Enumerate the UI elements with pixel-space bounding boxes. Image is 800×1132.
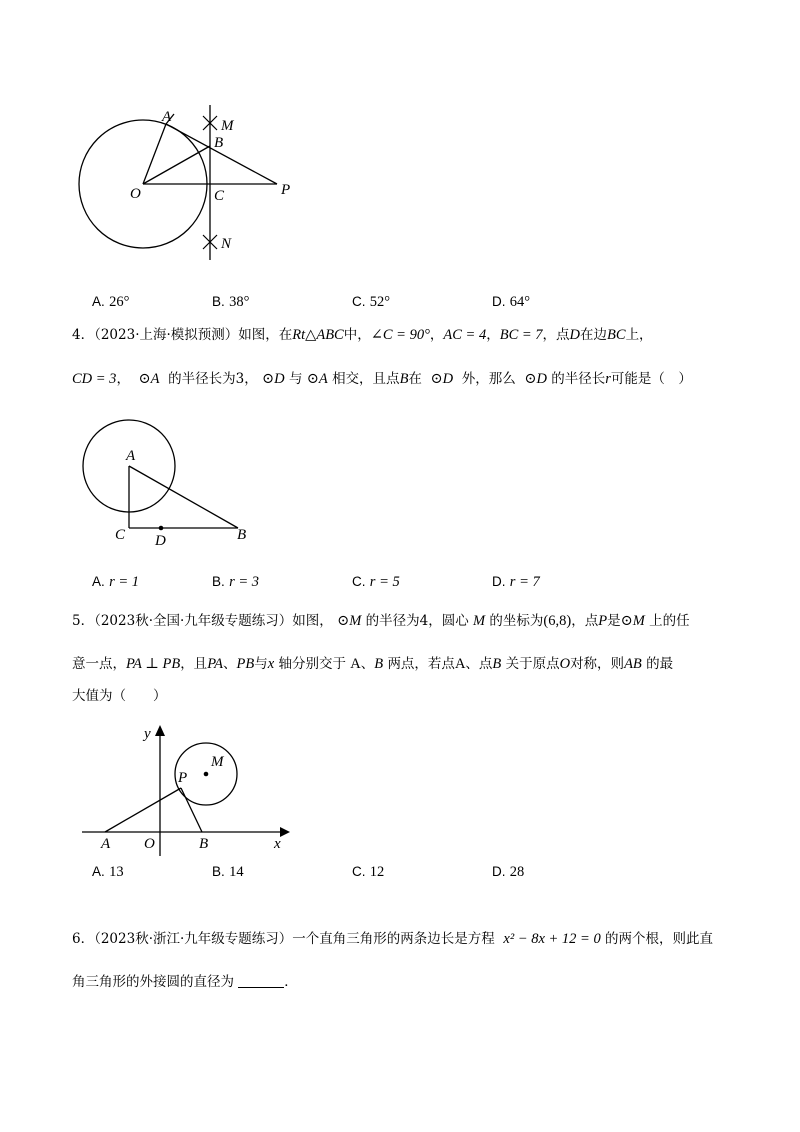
q4-stem-line2: CD = 3， ⊙A 的半径长为3， ⊙D 与 ⊙A 相交，且点B在 ⊙D 外，那么 ⊙D 的半径长r可能是（ ） [72,371,692,387]
q5-label-O: O [144,836,155,852]
q4-label-A: A [126,448,136,464]
q5-stem-line1: 5．（2023秋·全国·九年级专题练习）如图， ⊙M 的半径为4，圆心 M 的坐标为(6,8)，点P是⊙M 上的任 [72,613,690,629]
q3-label-N: N [221,236,232,252]
q3-label-C: C [214,188,225,204]
q4-choice-d[interactable]: D. r = 7 [492,574,540,590]
q5-coordinate-diagram [80,722,295,857]
q5-figure [80,722,295,857]
q3-label-M: M [221,118,234,134]
q5-choice-a[interactable]: A. 13 [92,864,124,880]
q4-label-B: B [237,527,247,543]
q6-stem-line1: 6．（2023秋·浙江·九年级专题练习）一个直角三角形的两条边长是方程 x² − 8x + 12 = 0 的两个根，则此直 [72,931,714,947]
q3-label-B: B [214,135,224,151]
q3-label-A: A [162,109,172,125]
q3-figure [70,100,320,270]
q5-label-x: x [274,836,281,852]
q6-stem-line2: 角三角形的外接圆的直径为 ． [72,974,298,990]
q4-choice-b[interactable]: B. r = 3 [212,574,259,590]
q5-stem-line2: 意一点，PA ⊥ PB，且PA、PB与x 轴分别交于 A、B 两点，若点A、点B 关于原点O对称，则AB 的最 [72,656,674,672]
q3-choice-c[interactable]: C. 52° [352,294,391,310]
q4-stem-line1: 4．（2023·上海·模拟预测）如图，在Rt△ABC中，∠C = 90°，AC = 4，BC = 7，点D在边BC上， [72,327,653,343]
q4-choice-c[interactable]: C. r = 5 [352,574,400,590]
q3-label-O: O [130,186,141,202]
q5-label-y: y [144,726,151,742]
q5-label-M: M [211,754,224,770]
q3-label-P: P [281,182,291,198]
q5-choice-c[interactable]: C. 12 [352,864,385,880]
q5-stem-line3: 大值为（ ） [72,688,167,704]
q3-choice-d[interactable]: D. 64° [492,294,531,310]
q3-choice-a[interactable]: A. 26° [92,294,130,310]
q4-choice-a[interactable]: A. r = 1 [92,574,139,590]
q4-label-C: C [115,527,126,543]
q5-label-A: A [101,836,111,852]
q4-label-D: D [155,533,166,549]
q5-choice-b[interactable]: B. 14 [212,864,244,880]
q5-label-P: P [178,770,188,786]
q6-answer-blank[interactable] [238,987,284,988]
q5-label-B: B [199,836,209,852]
q3-choice-b[interactable]: B. 38° [212,294,250,310]
q6-equation: x² − 8x + 12 = 0 [503,931,601,947]
q4-figure [78,418,268,553]
q5-choice-d[interactable]: D. 28 [492,864,525,880]
